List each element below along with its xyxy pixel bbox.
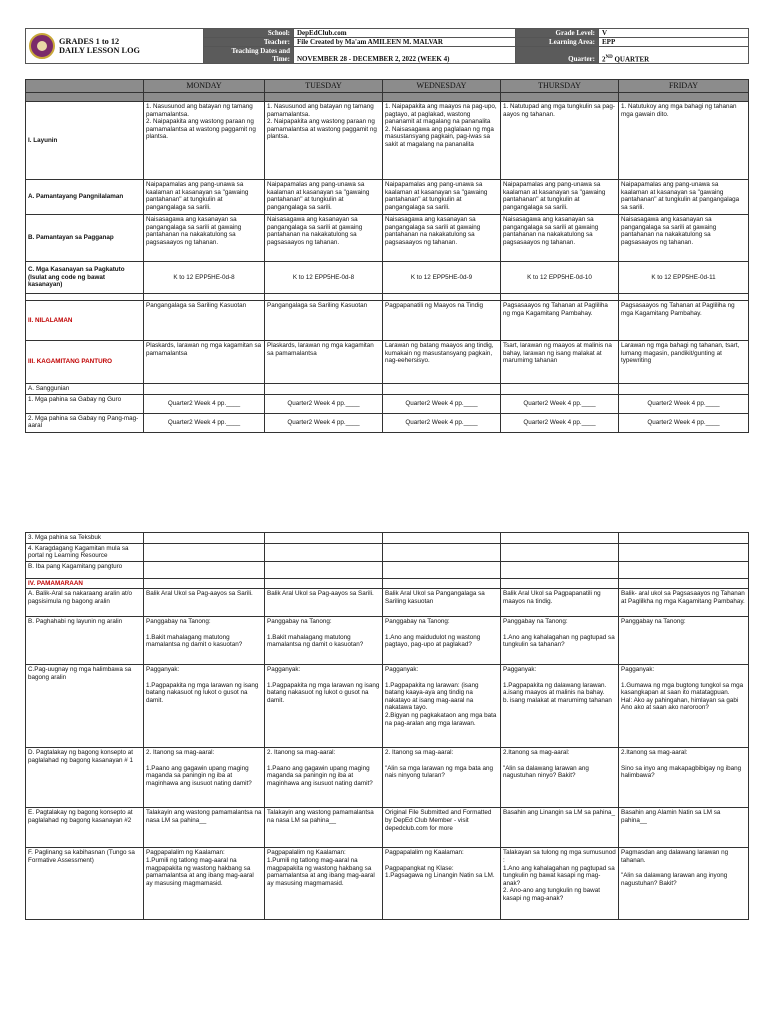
table2-row [26, 561, 749, 578]
table1-row [26, 102, 749, 180]
cell-friday: Pagganyak: 1.Gumawa ng mga bugtong tungkol sa mga kasangkapan at saan ito matatagpuan. Hal: Ako ay pahingahan, himlayan sa gabi Ano ako at saan ako naroroon? [619, 665, 749, 748]
cell-tuesday: Balik Aral Ukol sa Pag-aayos sa Sarili. [265, 589, 383, 617]
cell-thursday: Quarter2 Week 4 pp.____ [501, 413, 619, 432]
school-label: School: [204, 29, 294, 38]
cell-wednesday [383, 533, 501, 544]
row-label: IV. PAMAMARAAN [26, 578, 144, 589]
cell-tuesday: Talakayin ang wastong pamamalantsa na nasa LM sa pahina__ [265, 808, 383, 848]
lesson-table-2 [25, 532, 748, 920]
table2-row [26, 617, 749, 665]
cell-friday [619, 533, 749, 544]
cell-friday [619, 543, 749, 561]
cell-wednesday: Balik Aral Ukol sa Pangangalaga sa Sariling kasuotan [383, 589, 501, 617]
cell-monday: Balik Aral Ukol sa Pag-aayos sa Sarili. [144, 589, 265, 617]
cell-monday: Naisasagawa ang kasanayan sa pangangalaga sa sarili at gawaing pantahanan na nakakatulong sa pagsasaayos ng tahanan. [144, 215, 265, 262]
school-value: DepEdClub.com [294, 29, 516, 38]
cell-wednesday: Pagpapanatili ng Maayos na Tindig [383, 301, 501, 341]
cell-monday: Panggabay na Tanong: 1.Bakit mahalagang matutong mamalantsa ng damit o kasuotan? [144, 617, 265, 665]
cell-thursday: Balik Aral Ukol sa Pagpapanatili ng maayos na tindig. [501, 589, 619, 617]
cell-monday [144, 533, 265, 544]
day-header-row [26, 80, 749, 93]
cell-thursday: 2.Itanong sa mag-aaral: "Alin sa dalawang larawan ang nagustuhan ninyo? Bakit? [501, 748, 619, 808]
day-header-monday: MONDAY [144, 80, 265, 93]
teaching-dates-label [204, 47, 294, 64]
cell-friday: Quarter2 Week 4 pp.____ [619, 394, 749, 413]
cell-monday [144, 543, 265, 561]
cell-friday: Naisasagawa ang kasanayan sa pangangalaga sa sarili at gawaing pantahanan na nakakatulong sa pagsasaayos ng tahanan. [619, 215, 749, 262]
cell-monday: Pangangalaga sa Sariling Kasuotan [144, 301, 265, 341]
cell-monday: K to 12 EPP5HE-0d-8 [144, 262, 265, 294]
row-label: 4. Karagdagang Kagamitan mula sa portal ng Learning Resource [26, 543, 144, 561]
teacher-value: File Created by Ma'am AMILEEN M. MALVAR [294, 38, 516, 47]
lesson-table-1 [25, 79, 748, 433]
cell-thursday: 1. Natutupad ang mga tungkulin sa pag-aayos ng tahanan. [501, 102, 619, 180]
learning-area-label: Learning Area: [516, 38, 599, 47]
cell-thursday: Talakayan sa tulong ng mga sumusunod : 1.Ano ang kahalagahan ng pagtupad sa tungkulin ng bawat kasapi ng mag-anak? 2. Ano-ano ang tungkulin ng bawat kasapi ng mag-anak? [501, 848, 619, 920]
row-label [26, 294, 144, 301]
table2-row [26, 589, 749, 617]
row-label: D. Pagtalakay ng bagong konsepto at paglalahad ng bagong kasanayan # 1 [26, 748, 144, 808]
cell-wednesday: Quarter2 Week 4 pp.____ [383, 394, 501, 413]
cell-wednesday [383, 384, 501, 395]
cell-tuesday: 1. Nasusunod ang batayan ng tamang pamamalantsa. 2. Naipapakita ang wastong paraan ng pamamalantsa at wastong paggamit ng plantsa. [265, 102, 383, 180]
quarter-value [599, 47, 749, 64]
quarter-label: Quarter: [516, 47, 599, 64]
cell-friday: Pagmasdan ang dalawang larawan ng tahanan. "Alin sa dalawang larawan ang inyong nagustuhan? Bakit? [619, 848, 749, 920]
cell-tuesday [265, 384, 383, 395]
row-label: 2. Mga pahina sa Gabay ng Pang-mag-aaral [26, 413, 144, 432]
cell-thursday: Tsart, larawan ng maayos at malinis na bahay, larawan ng isang malakat at marumimg tahanan [501, 341, 619, 384]
table2-row [26, 848, 749, 920]
cell-tuesday [265, 533, 383, 544]
row-label: 3. Mga pahina sa Teksbuk [26, 533, 144, 544]
cell-tuesday [265, 543, 383, 561]
cell-wednesday [383, 578, 501, 589]
cell-thursday [501, 543, 619, 561]
row-label: A. Balik-Aral sa nakaraang aralin at/o pagsisimula ng bagong aralin [26, 589, 144, 617]
cell-thursday [501, 578, 619, 589]
cell-monday [144, 561, 265, 578]
cell-monday: 1. Nasusunod ang batayan ng tamang pamamalantsa. 2. Naipapakita ang wastong paraan ng pamamalantsa at wastong paggamit ng plantsa. [144, 102, 265, 180]
table1-row [26, 262, 749, 294]
table1-row [26, 341, 749, 384]
cell-wednesday [383, 543, 501, 561]
cell-tuesday: 2. Itanong sa mag-aaral: 1.Paano ang gagawin upang maging maganda sa paningin ng iba at maginhawa ang isusuot nating damit? [265, 748, 383, 808]
row-label: E. Pagtalakay ng bagong konsepto at paglalahad ng bagong kasanayan #2 [26, 808, 144, 848]
row-label: B. Iba pang Kagamitang pangturo [26, 561, 144, 578]
lesson-log-header [25, 28, 748, 64]
cell-tuesday: Pangangalaga sa Sariling Kasuotan [265, 301, 383, 341]
table2-row [26, 578, 749, 589]
cell-wednesday: K to 12 EPP5HE-0d-9 [383, 262, 501, 294]
cell-monday: Quarter2 Week 4 pp.____ [144, 413, 265, 432]
cell-tuesday: Plaskards, larawan ng mga kagamitan sa pamamalantsa [265, 341, 383, 384]
row-label: II. NILALAMAN [26, 301, 144, 341]
cell-wednesday: Original File Submitted and Formatted by DepEd Club Member - visit depedclub.com for more [383, 808, 501, 848]
cell-wednesday: 1. Naipapakita ang maayos na pag-upo, pagtayo, at paglakad, wastong pananamit at magalang na pananalita 2. Naisasagawa ang paglalaan ng mga masustansyang pagkain, pag-iwas sa sakit at magalang na pananalita [383, 102, 501, 180]
cell-thursday: Naipapamalas ang pang-unawa sa kaalaman at kasanayan sa "gawaing pantahanan" at tungkulin at pangangalaga sa sarili. [501, 180, 619, 215]
cell-wednesday [383, 294, 501, 301]
cell-wednesday: Quarter2 Week 4 pp.____ [383, 413, 501, 432]
cell-monday: Pagpapalalim ng Kaalaman: 1.Pumili ng tatlong mag-aaral na magpapakita ng wastong hakbang sa pamamalantsa at ang ibang mag-aaral ay masusing magmamasid. [144, 848, 265, 920]
cell-friday [619, 578, 749, 589]
teaching-dates-value: NOVEMBER 28 - DECEMBER 2, 2022 (WEEK 4) [294, 47, 516, 64]
table1-row [26, 394, 749, 413]
separator-row [26, 93, 749, 102]
row-label: B. Paghahabi ng layunin ng aralin [26, 617, 144, 665]
cell-wednesday: Larawan ng batang maayos ang tindig, kumakain ng masustansyang pagkain, nag-eehersisyo. [383, 341, 501, 384]
cell-thursday: Quarter2 Week 4 pp.____ [501, 394, 619, 413]
cell-tuesday [265, 578, 383, 589]
cell-tuesday: K to 12 EPP5HE-0d-8 [265, 262, 383, 294]
header-title-line2: DAILY LESSON LOG [59, 46, 140, 55]
row-label: C. Mga Kasanayan sa Pagkatuto (Isulat ang code ng bawat kasanayan) [26, 262, 144, 294]
table2-row [26, 533, 749, 544]
cell-tuesday [265, 294, 383, 301]
cell-friday: K to 12 EPP5HE-0d-11 [619, 262, 749, 294]
cell-wednesday: Pagganyak: 1.Pagpapakita ng larawan: (isang batang kaaya-aya ang tindig na nakatayo at isang mag-aaral na nakatawa tayo. 2.Bigyan ng pagkakataon ang mga bata na pag-aralan ang mga larawan. [383, 665, 501, 748]
table2-row [26, 543, 749, 561]
quarter-number: 2 [602, 55, 606, 63]
cell-tuesday: Panggabay na Tanong: 1.Bakit mahalagang matutong mamalantsa ng damit o kasuotan? [265, 617, 383, 665]
cell-wednesday: Naisasagawa ang kasanayan sa pangangalaga sa sarili at gawaing pantahanan na nakakatulong sa pagsasaayos ng tahanan. [383, 215, 501, 262]
table2-row [26, 808, 749, 848]
cell-friday: Larawan ng mga bahagi ng tahanan, tsart, lumang magasin, pandikit/gunting at typewriting [619, 341, 749, 384]
cell-friday: 2.Itanong sa mag-aaral: Sino sa inyo ang makapagbibigay ng ibang halimbawa? [619, 748, 749, 808]
cell-friday: Panggabay na Tanong: [619, 617, 749, 665]
table1-row [26, 413, 749, 432]
day-header-blank [26, 80, 144, 93]
cell-friday: Basahin ang Alamin Natin sa LM sa pahina__ [619, 808, 749, 848]
cell-monday: 2. Itanong sa mag-aaral: 1.Paano ang gagawin upang maging maganda sa paningin ng iba at maginhawa ang isusuot nating damit? [144, 748, 265, 808]
cell-friday: Quarter2 Week 4 pp.____ [619, 413, 749, 432]
teaching-dates-label-line1: Teaching Dates and [231, 47, 290, 55]
teaching-dates-label-line2: Time: [272, 55, 290, 63]
cell-monday [144, 294, 265, 301]
row-label: B. Pamantayan sa Pagganap [26, 215, 144, 262]
cell-friday [619, 384, 749, 395]
header-title-line1: GRADES 1 to 12 [59, 36, 120, 46]
cell-thursday [501, 561, 619, 578]
cell-monday [144, 384, 265, 395]
deped-seal-icon [29, 33, 55, 59]
row-label: C.Pag-uugnay ng mga halimbawa sa bagong aralin [26, 665, 144, 748]
cell-thursday: Panggabay na Tanong: 1.Ano ang kahalagahan ng pagtupad sa tungkulin sa tahanan? [501, 617, 619, 665]
cell-monday: Talakayin ang wastong pamamalantsa na nasa LM sa pahina__ [144, 808, 265, 848]
cell-monday: Naipapamalas ang pang-unawa sa kaalaman at kasanayan sa "gawaing pantahanan" at tungkulin at pangangalaga sa sarili. [144, 180, 265, 215]
cell-wednesday [383, 561, 501, 578]
cell-wednesday: Naipapamalas ang pang-unawa sa kaalaman at kasanayan sa "gawaing pantahanan" at tungkulin at pangangalaga sa sarili. [383, 180, 501, 215]
cell-tuesday: Pagganyak: 1.Pagpapakita ng mga larawan ng isang batang nakasuot ng lukot o gusot na damit. [265, 665, 383, 748]
quarter-word: QUARTER [612, 55, 650, 63]
cell-thursday: Naisasagawa ang kasanayan sa pangangalaga sa sarili at gawaing pantahanan na nakakatulong sa pagsasaayos ng tahanan. [501, 215, 619, 262]
cell-tuesday: Pagpapalalim ng Kaalaman: 1.Pumili ng tatlong mag-aaral na magpapakita ng wastong hakbang sa pamamalantsa at ang ibang mag-aaral ay masusing magmamasid. [265, 848, 383, 920]
grade-level-value: V [599, 29, 749, 38]
day-header-thursday: THURSDAY [501, 80, 619, 93]
row-label: A. Sanggunian [26, 384, 144, 395]
cell-friday: Naipapamalas ang pang-unawa sa kaalaman at kasanayan sa "gawaing pantahanan" at tungkulin at pangangalaga sa sarili. [619, 180, 749, 215]
row-label: I. Layunin [26, 102, 144, 180]
row-label: F. Paglinang sa kabihasnan (Tungo sa Formative Assessment) [26, 848, 144, 920]
cell-thursday [501, 294, 619, 301]
grade-level-label: Grade Level: [516, 29, 599, 38]
cell-friday [619, 561, 749, 578]
day-header-wednesday: WEDNESDAY [383, 80, 501, 93]
header-logo-cell [26, 29, 204, 64]
cell-thursday: Basahin ang Linangin sa LM sa pahina_ [501, 808, 619, 848]
day-header-friday: FRIDAY [619, 80, 749, 93]
cell-tuesday: Naisasagawa ang kasanayan sa pangangalaga sa sarili at gawaing pantahanan na nakakatulong sa pagsasaayos ng tahanan. [265, 215, 383, 262]
teacher-label: Teacher: [204, 38, 294, 47]
day-header-tuesday: TUESDAY [265, 80, 383, 93]
table2-row [26, 665, 749, 748]
cell-tuesday: Quarter2 Week 4 pp.____ [265, 394, 383, 413]
table1-row [26, 301, 749, 341]
cell-thursday: Pagsasaayos ng Tahanan at Pagliliha ng mga Kagamitang Pambahay. [501, 301, 619, 341]
cell-thursday [501, 384, 619, 395]
cell-wednesday: Pagpapalalim ng Kaalaman: Pagpapangkat ng Klase: 1.Pagsagawa ng Linangin Natin sa LM. [383, 848, 501, 920]
row-label: A. Pamantayang Pangnilalaman [26, 180, 144, 215]
table1-row [26, 294, 749, 301]
table1-row [26, 384, 749, 395]
cell-monday: Pagganyak: 1.Pagpapakita ng mga larawan ng isang batang nakasuot ng lukot o gusot na damit. [144, 665, 265, 748]
cell-friday [619, 294, 749, 301]
cell-tuesday [265, 561, 383, 578]
quarter-ordinal: ND [605, 54, 613, 60]
cell-friday: 1. Natutukoy ang mga bahagi ng tahanan mga gawain dito. [619, 102, 749, 180]
cell-monday: Quarter2 Week 4 pp.____ [144, 394, 265, 413]
cell-friday: Balik- aral ukol sa Pagsasaayos ng Tahanan at Paglilkha ng mga Kagamitang Pambahay. [619, 589, 749, 617]
cell-tuesday: Naipapamalas ang pang-unawa sa kaalaman at kasanayan sa "gawaing pantahanan" at tungkulin at pangangalaga sa sarili. [265, 180, 383, 215]
cell-thursday [501, 533, 619, 544]
table1-row [26, 180, 749, 215]
cell-thursday: Pagganyak: 1.Pagpapakita ng dalawang larawan. a.isang maayos at malinis na bahay. b. isang malakat at marumimg tahanan [501, 665, 619, 748]
cell-tuesday: Quarter2 Week 4 pp.____ [265, 413, 383, 432]
cell-monday [144, 578, 265, 589]
cell-friday: Pagsasaayos ng Tahanan at Pagliliha ng mga Kagamitang Pambahay. [619, 301, 749, 341]
cell-monday: Plaskards, larawan ng mga kagamitan sa pamamalantsa [144, 341, 265, 384]
cell-wednesday: Panggabay na Tanong: 1.Ano ang maidudulot ng wastong pagtayo, pag-upo at paglakad? [383, 617, 501, 665]
table2-row [26, 748, 749, 808]
row-label: 1. Mga pahina sa Gabay ng Guro [26, 394, 144, 413]
cell-thursday: K to 12 EPP5HE-0d-10 [501, 262, 619, 294]
learning-area-value: EPP [599, 38, 749, 47]
cell-wednesday: 2. Itanong sa mag-aaral: "Alin sa mga larawan ng mga bata ang nais ninyong tularan? [383, 748, 501, 808]
table1-row [26, 215, 749, 262]
row-label: III. KAGAMITANG PANTURO [26, 341, 144, 384]
